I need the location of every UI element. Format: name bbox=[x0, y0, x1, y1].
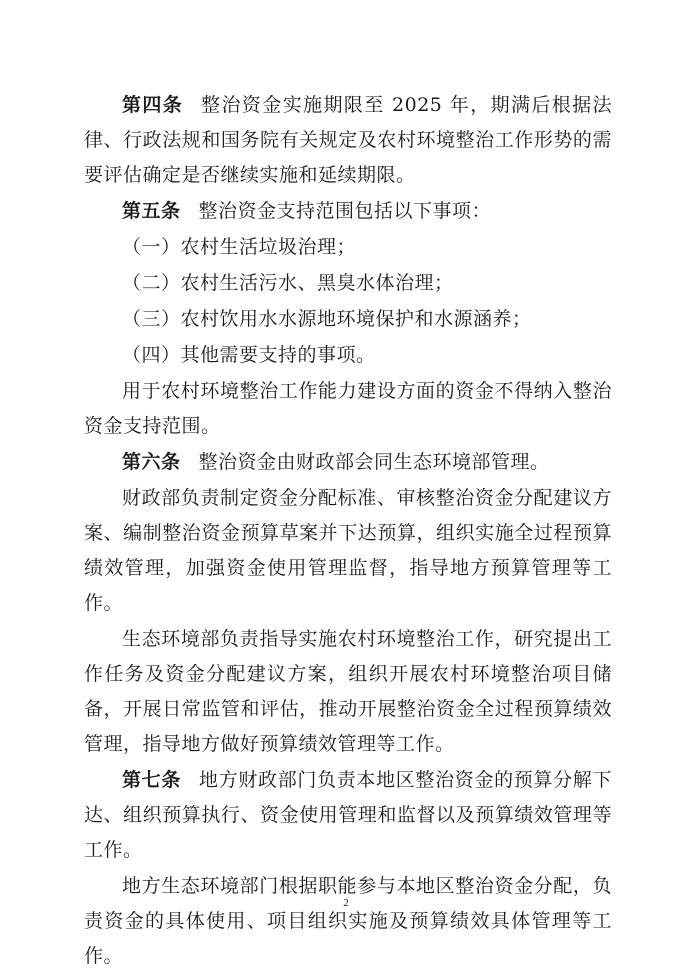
paragraph bbox=[84, 869, 612, 974]
paragraph-text: 整治资金由财政部会同生态环境部管理。 bbox=[198, 451, 550, 473]
paragraph bbox=[84, 622, 612, 762]
paragraph bbox=[84, 481, 612, 621]
document-body bbox=[84, 88, 612, 974]
paragraph-article-6 bbox=[84, 445, 612, 480]
list-item bbox=[84, 302, 612, 337]
paragraph-text: 地方财政部门负责本地区整治资金的预算分解下达、组织预算执行、资金使用管理和监督以及预算绩效管理等工作。 bbox=[84, 769, 612, 861]
paragraph-text: 地方生态环境部门根据职能参与本地区整治资金分配，负责资金的具体使用、项目组织实施及预算绩效具体管理等工作。 bbox=[84, 875, 612, 967]
paragraph-article-4 bbox=[84, 88, 612, 193]
list-item bbox=[84, 266, 612, 301]
article-heading: 第四条 bbox=[122, 94, 184, 116]
paragraph-article-7 bbox=[84, 763, 612, 868]
article-heading: 第七条 bbox=[122, 769, 182, 791]
paragraph-text: 生态环境部负责指导实施农村环境整治工作，研究提出工作任务及资金分配建议方案，组织开展农村环境整治项目储备，开展日常监管和评估，推动开展整治资金全过程预算绩效管理，指导地方做好预算绩效管理等工作。 bbox=[84, 628, 612, 755]
article-heading: 第五条 bbox=[122, 200, 181, 222]
paragraph-text: （三）农村饮用水水源地环境保护和水源涵养； bbox=[122, 308, 532, 330]
paragraph-text: 整治资金实施期限至 2025 年，期满后根据法律、行政法规和国务院有关规定及农村环境整治工作形势的需要评估确定是否继续实施和延续期限。 bbox=[84, 94, 612, 186]
paragraph-text: 财政部负责制定资金分配标准、审核整治资金分配建议方案、编制整治资金预算草案并下达预算，组织实施全过程预算绩效管理，加强资金使用管理监督，指导地方预算管理等工作。 bbox=[84, 487, 612, 614]
page-number: 2 bbox=[343, 897, 349, 909]
article-heading: 第六条 bbox=[122, 451, 181, 473]
paragraph-text: （一）农村生活垃圾治理； bbox=[122, 236, 357, 258]
list-item bbox=[84, 338, 612, 373]
paragraph-text: 整治资金支持范围包括以下事项： bbox=[198, 200, 492, 222]
paragraph-text: 用于农村环境整治工作能力建设方面的资金不得纳入整治资金支持范围。 bbox=[84, 380, 612, 437]
paragraph-article-5 bbox=[84, 194, 612, 229]
paragraph-text: （二）农村生活污水、黑臭水体治理； bbox=[122, 272, 454, 294]
paragraph-text: （四）其他需要支持的事项。 bbox=[122, 344, 376, 366]
list-item bbox=[84, 230, 612, 265]
paragraph bbox=[84, 374, 612, 444]
